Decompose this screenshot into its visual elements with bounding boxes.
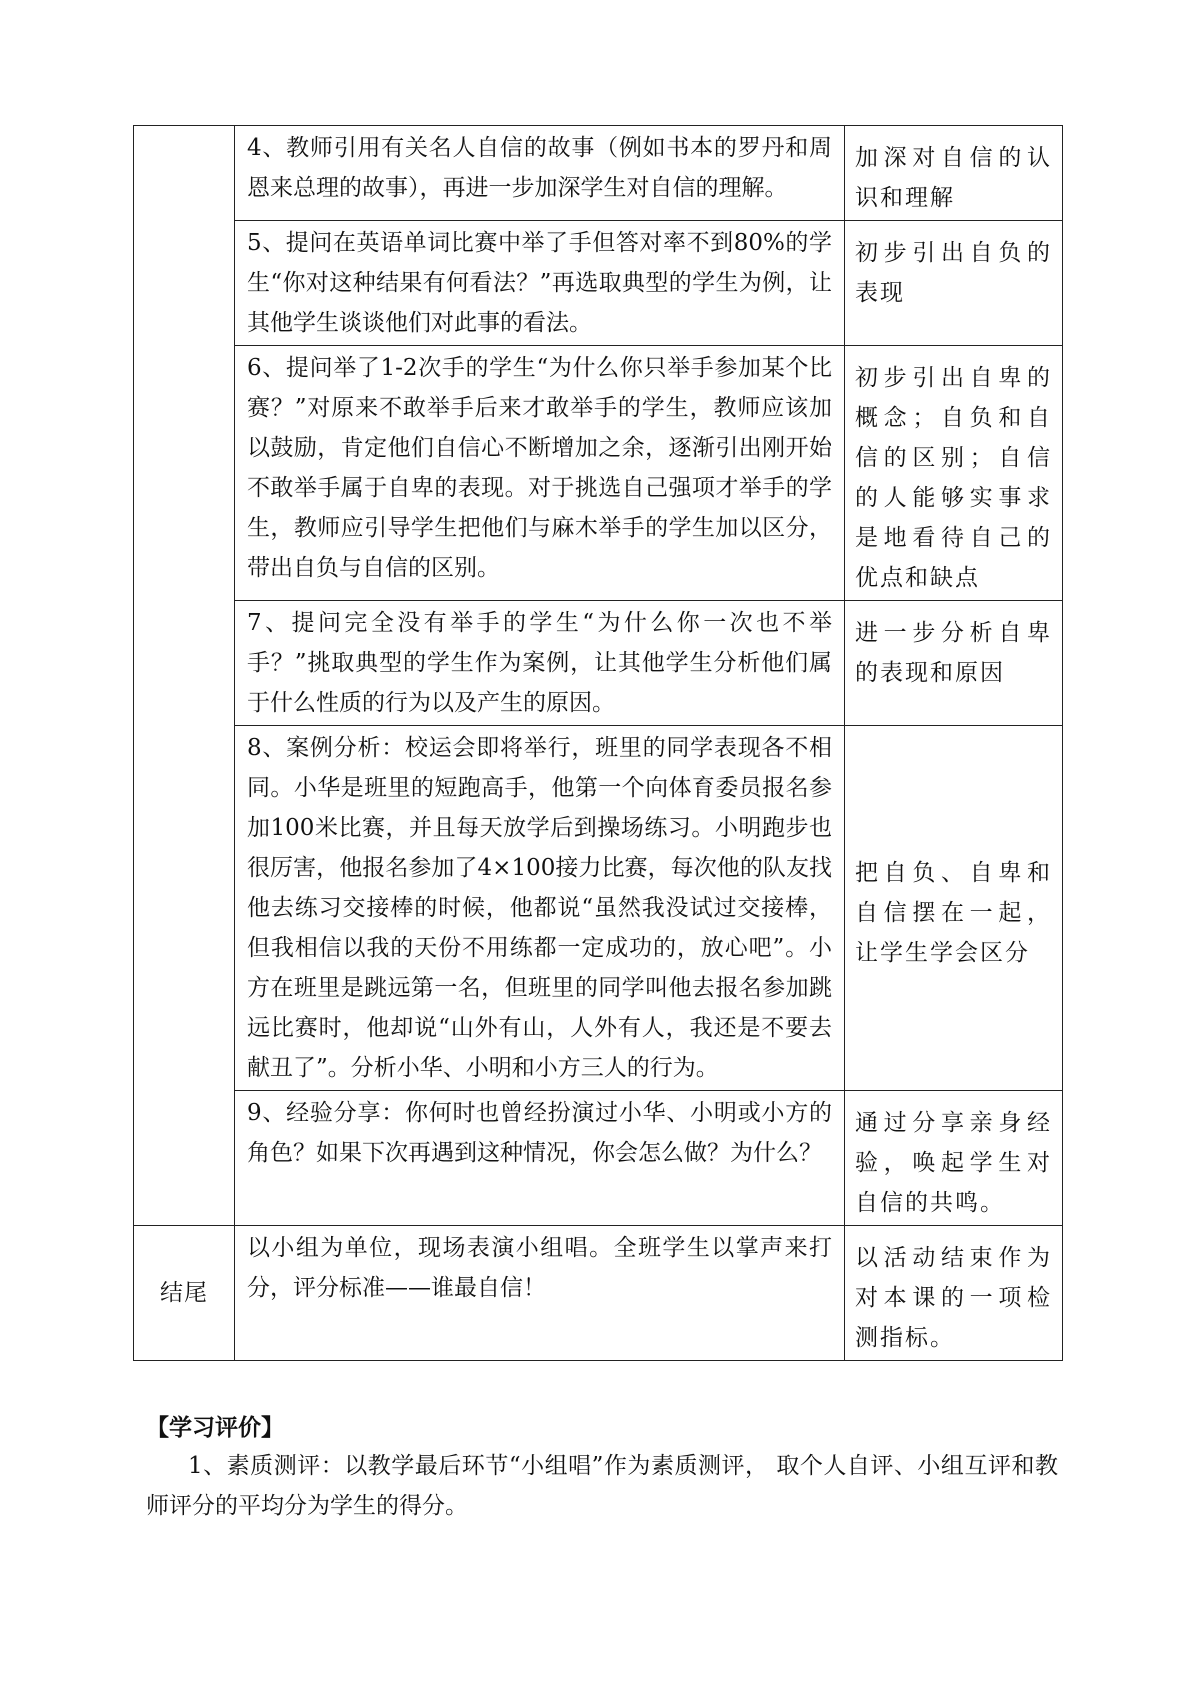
purpose-cell: 通过分享亲身经验，唤起学生对自信的共鸣。	[845, 1091, 1063, 1226]
content-cell: 8、案例分析：校运会即将举行，班里的同学表现各不相同。小华是班里的短跑高手，他第一个向体育委员报名参加100米比赛，并且每天放学后到操场练习。小明跑步也很厉害，他报名参加了4×100接力比赛，每次他的队友找他去练习交接棒的时候，他都说“虽然我没试过交接棒，但我相信以我的天份不用练都一定成功的，放心吧”。小方在班里是跳远第一名，但班里的同学叫他去报名参加跳远比赛时，他却说“山外有山，人外有人，我还是不要去献丑了”。分析小华、小明和小方三人的行为。	[235, 726, 845, 1091]
content-cell: 7、提问完全没有举手的学生“为什么你一次也不举手？”挑取典型的学生作为案例，让其他学生分析他们属于什么性质的行为以及产生的原因。	[235, 601, 845, 726]
stage-cell: 结尾	[134, 1226, 235, 1361]
content-cell: 5、提问在英语单词比赛中举了手但答对率不到80%的学生“你对这种结果有何看法？”再选取典型的学生为例，让其他学生谈谈他们对此事的看法。	[235, 221, 845, 346]
table-row	[134, 1091, 1063, 1226]
purpose-cell: 加深对自信的认识和理解	[845, 126, 1063, 221]
table-row	[134, 126, 1063, 221]
purpose-cell: 初步引出自负的表现	[845, 221, 1063, 346]
stage-cell	[134, 126, 235, 1226]
evaluation-paragraph: 1、素质测评：以教学最后环节“小组唱”作为素质测评， 取个人自评、小组互评和教师评分的平均分为学生的得分。	[146, 1453, 1058, 1519]
table-row	[134, 221, 1063, 346]
content-cell: 6、提问举了1-2次手的学生“为什么你只举手参加某个比赛？”对原来不敢举手后来才敢举手的学生，教师应该加以鼓励，肯定他们自信心不断增加之余，逐渐引出刚开始不敢举手属于自卑的表现。对于挑选自己强项才举手的学生，教师应引导学生把他们与麻木举手的学生加以区分，带出自负与自信的区别。	[235, 346, 845, 601]
table-row	[134, 346, 1063, 601]
content-cell: 9、经验分享：你何时也曾经扮演过小华、小明或小方的角色？如果下次再遇到这种情况，你会怎么做？为什么？	[235, 1091, 845, 1226]
purpose-cell: 以活动结束作为对本课的一项检测指标。	[845, 1226, 1063, 1361]
content-cell: 以小组为单位，现场表演小组唱。全班学生以掌声来打分，评分标准——谁最自信！	[235, 1226, 845, 1361]
purpose-cell: 初步引出自卑的概念；自负和自信的区别；自信的人能够实事求是地看待自己的优点和缺点	[845, 346, 1063, 601]
table-row	[134, 601, 1063, 726]
table-row	[134, 726, 1063, 1091]
section-heading: 【学习评价】	[146, 1414, 284, 1441]
purpose-cell: 进一步分析自卑的表现和原因	[845, 601, 1063, 726]
content-cell: 4、教师引用有关名人自信的故事（例如书本的罗丹和周恩来总理的故事），再进一步加深学生对自信的理解。	[235, 126, 845, 221]
purpose-cell: 把自负、自卑和自信摆在一起，让学生学会区分	[845, 726, 1063, 1091]
table-row	[134, 1226, 1063, 1361]
lesson-table	[133, 125, 1063, 1361]
